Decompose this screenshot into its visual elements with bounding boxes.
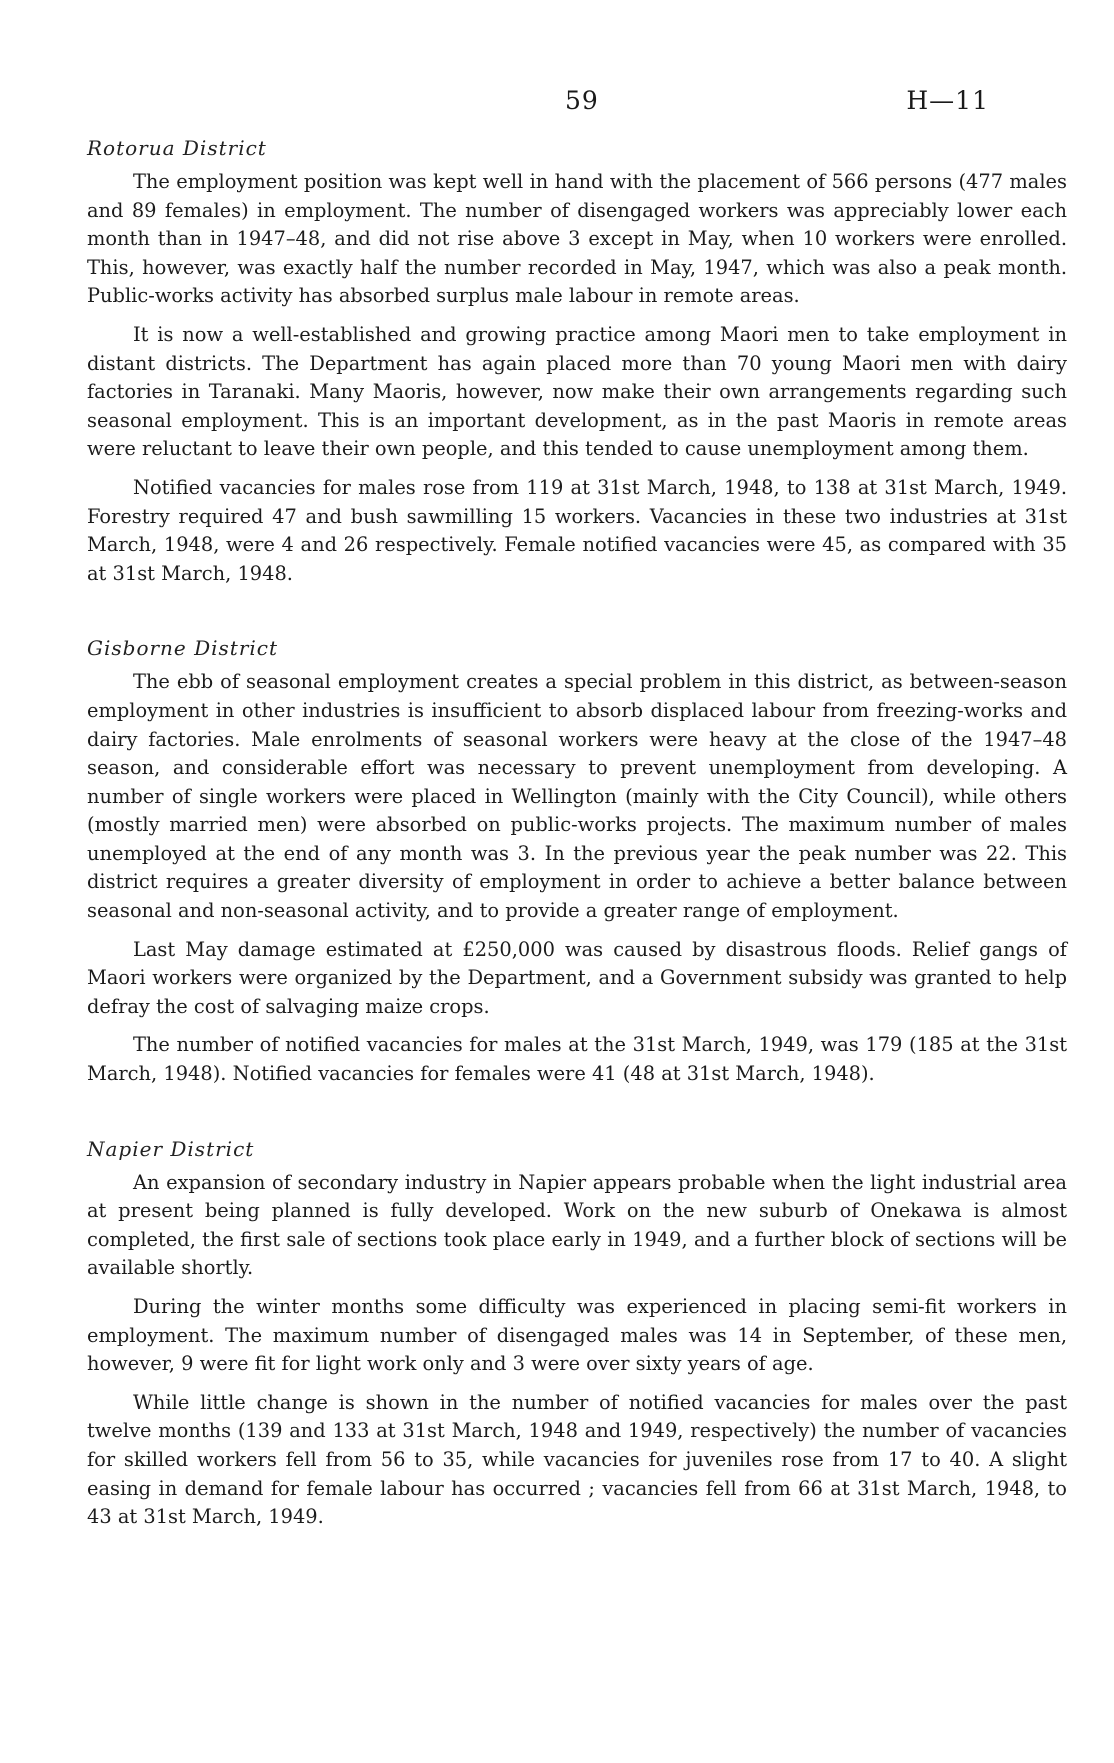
paragraph: During the winter months some difficulty was experienced in placing semi-fit workers in employment. The maximum number of disengaged males was 14 in September, of these men, however, 9 were fit for light work only and 3 were over sixty years of age. [87, 1295, 1067, 1376]
document-reference: H—11 [906, 86, 989, 115]
section-rotorua-district [87, 136, 1067, 588]
paragraph: The ebb of seasonal employment creates a special problem in this district, as between-season employment in other industries is insufficient to absorb displaced labour from freezing-works and dairy factories. Male enrolments of seasonal workers were heavy at the close of the 1947–48 season, and considerable effort was necessary to prevent unemployment from developing. A number of single workers were placed in Wellington (mainly with the City Council), while others (mostly married men) were absorbed on public-works projects. The maximum number of males unemployed at the end of any month was 3. In the previous year the peak number was 22. This district requires a greater diversity of employment in order to achieve a better balance between seasonal and non-seasonal activity, and to provide a greater range of employment. [87, 670, 1067, 923]
document-body [87, 136, 1067, 1542]
section-heading: Gisborne District [87, 636, 279, 661]
paragraph: An expansion of secondary industry in Napier appears probable when the light industrial area at present being planned is fully developed. Work on the new suburb of Onekawa is almost completed, the first sale of sections took place early in 1949, and a further block of sections will be available shortly. [87, 1170, 1067, 1280]
paragraph: The number of notified vacancies for males at the 31st March, 1949, was 179 (185 at the 31st March, 1948). Notified vacancies for females were 41 (48 at 31st March, 1948). [87, 1033, 1067, 1086]
paragraph: While little change is shown in the number of notified vacancies for males over the past twelve months (139 and 133 at 31st March, 1948 and 1949, respectively) the number of vacancies for skilled workers fell from 56 to 35, while vacancies for juveniles rose from 17 to 40. A slight easing in demand for female labour has occurred ; vacancies fell from 66 at 31st March, 1948, to 43 at 31st March, 1949. [87, 1390, 1067, 1529]
section-heading: Rotorua District [87, 136, 267, 160]
paragraph: Notified vacancies for males rose from 119 at 31st March, 1948, to 138 at 31st March, 1949. Forestry required 47 and bush sawmilling 15 workers. Vacancies in these two industries at 31st March, 1948, were 4 and 26 respectively. Female notified vacancies were 45, as compared with 35 at 31st March, 1948. [87, 475, 1067, 585]
paragraph: The employment position was kept well in hand with the placement of 566 persons (477 males and 89 females) in employment. The number of disengaged workers was appreciably lower each month than in 1947–48, and did not rise above 3 except in May, when 10 workers were enrolled. This, however, was exactly half the number recorded in May, 1947, which was also a peak month. Public-works activity has absorbed surplus male labour in remote areas. [87, 170, 1067, 308]
section-gisborne-district [87, 636, 1067, 1088]
page-number: 59 [565, 86, 599, 115]
paragraph: It is now a well-established and growing practice among Maori men to take employment in distant districts. The Department has again placed more than 70 young Maori men with dairy factories in Taranaki. Many Maoris, however, now make their own arrangements regarding such seasonal employment. This is an important development, as in the past Maoris in remote areas were reluctant to leave their own people, and this tended to cause unemployment among them. [87, 322, 1067, 461]
section-napier-district [87, 1137, 1067, 1532]
paragraph: Last May damage estimated at £250,000 was caused by disastrous floods. Relief gangs of Maori workers were organized by the Department, and a Government subsidy was granted to help defray the cost of salvaging maize crops. [87, 937, 1067, 1018]
section-heading: Napier District [87, 1136, 255, 1161]
page-header [0, 86, 1114, 126]
